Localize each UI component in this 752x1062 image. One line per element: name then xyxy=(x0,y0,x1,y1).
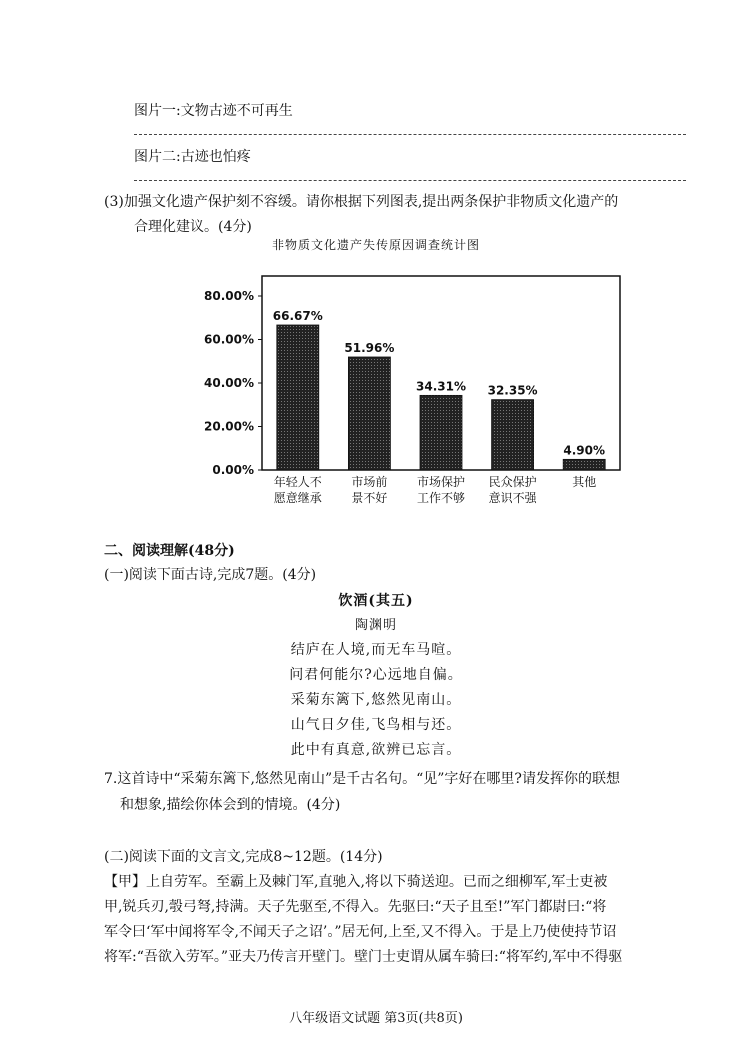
bar-value-label: 51.96% xyxy=(344,340,395,355)
poem-author: 陶渊明 xyxy=(354,618,397,633)
poem-line: 结庐在人境,而无车马喧。 xyxy=(290,642,462,658)
classical-text xyxy=(104,870,664,970)
bar xyxy=(492,400,534,470)
question-3-line1: (3)加强文化遗产保护刻不容缓。请你根据下列图表,提出两条保护非物质文化遗产的 xyxy=(104,194,619,210)
text-line: 军令曰‘军中闻将军令,不闻天子之诏’。”居无何,上至,又不得入。于是上乃使使持节诏 xyxy=(104,924,617,940)
picture-one-caption: 图片一:文物古迹不可再生 xyxy=(134,103,293,119)
x-category-label: 愿意继承 xyxy=(273,491,322,505)
answer-line xyxy=(134,180,686,181)
bar xyxy=(563,459,605,470)
bar xyxy=(277,325,319,470)
part2-heading: (二)阅读下面的文言文,完成8~12题。(14分) xyxy=(104,849,383,865)
bar xyxy=(420,395,462,470)
question-3-line2: 合理化建议。(4分) xyxy=(134,219,252,235)
x-category-label: 年轻人不 xyxy=(273,475,322,489)
bar-value-label: 34.31% xyxy=(416,379,466,394)
y-tick-label: 60.00% xyxy=(204,332,254,347)
part1-heading: (一)阅读下面古诗,完成7题。(4分) xyxy=(104,567,317,583)
text-line: 将军:“吾欲入劳军。”亚夫乃传言开壁门。壁门士吏谓从属车骑曰:“将军约,军中不得驱 xyxy=(104,949,623,965)
y-tick-label: 40.00% xyxy=(204,376,254,390)
x-category-label: 其他 xyxy=(572,475,597,489)
x-category-label: 市场保护 xyxy=(416,475,466,489)
poem-line: 问君何能尔?心远地自偏。 xyxy=(289,667,463,683)
x-category-label: 意识不强 xyxy=(488,491,537,505)
poem-line: 山气日夕佳,飞鸟相与还。 xyxy=(290,717,462,733)
x-category-label: 景不好 xyxy=(351,491,388,505)
x-category-label: 民众保护 xyxy=(488,475,537,489)
bar-value-label: 4.90% xyxy=(563,443,606,458)
question-7-line1: 7.这首诗中“采菊东篱下,悠然见南山”是千古名句。“见”字好在哪里?请发挥你的联想 xyxy=(104,771,620,787)
bar-value-label: 32.35% xyxy=(487,383,538,398)
poem-line: 采菊东篱下,悠然见南山。 xyxy=(290,692,462,708)
bar-chart xyxy=(190,262,630,512)
text-line: 【甲】上自劳军。至霸上及棘门军,直驰入,将以下骑送迎。已而之细柳军,军士吏被 xyxy=(104,874,608,890)
text-line: 甲,锐兵刃,彀弓弩,持满。天子先驱至,不得入。先驱曰:“天子且至!”军门都尉曰:“将 xyxy=(104,899,607,915)
x-category-label: 市场前 xyxy=(351,475,388,489)
chart-title: 非物质文化遗产失传原因调查统计图 xyxy=(271,238,480,252)
poem-title: 饮酒(其五) xyxy=(338,593,414,609)
question-7-line2: 和想象,描绘你体会到的情境。(4分) xyxy=(120,797,341,813)
y-tick-label: 80.00% xyxy=(204,289,254,303)
bar xyxy=(348,357,390,470)
x-category-label: 工作不够 xyxy=(416,491,466,505)
section-heading: 二、阅读理解(48分) xyxy=(104,543,235,559)
picture-two-caption: 图片二:古迹也怕疼 xyxy=(134,149,251,165)
page-footer: 八年级语文试题 第3页(共8页) xyxy=(289,1011,463,1026)
answer-line xyxy=(134,134,686,135)
poem-line: 此中有真意,欲辨已忘言。 xyxy=(290,742,462,758)
y-tick-label: 20.00% xyxy=(204,419,254,434)
bar-value-label: 66.67% xyxy=(272,308,323,323)
y-tick-label: 0.00% xyxy=(212,463,254,477)
